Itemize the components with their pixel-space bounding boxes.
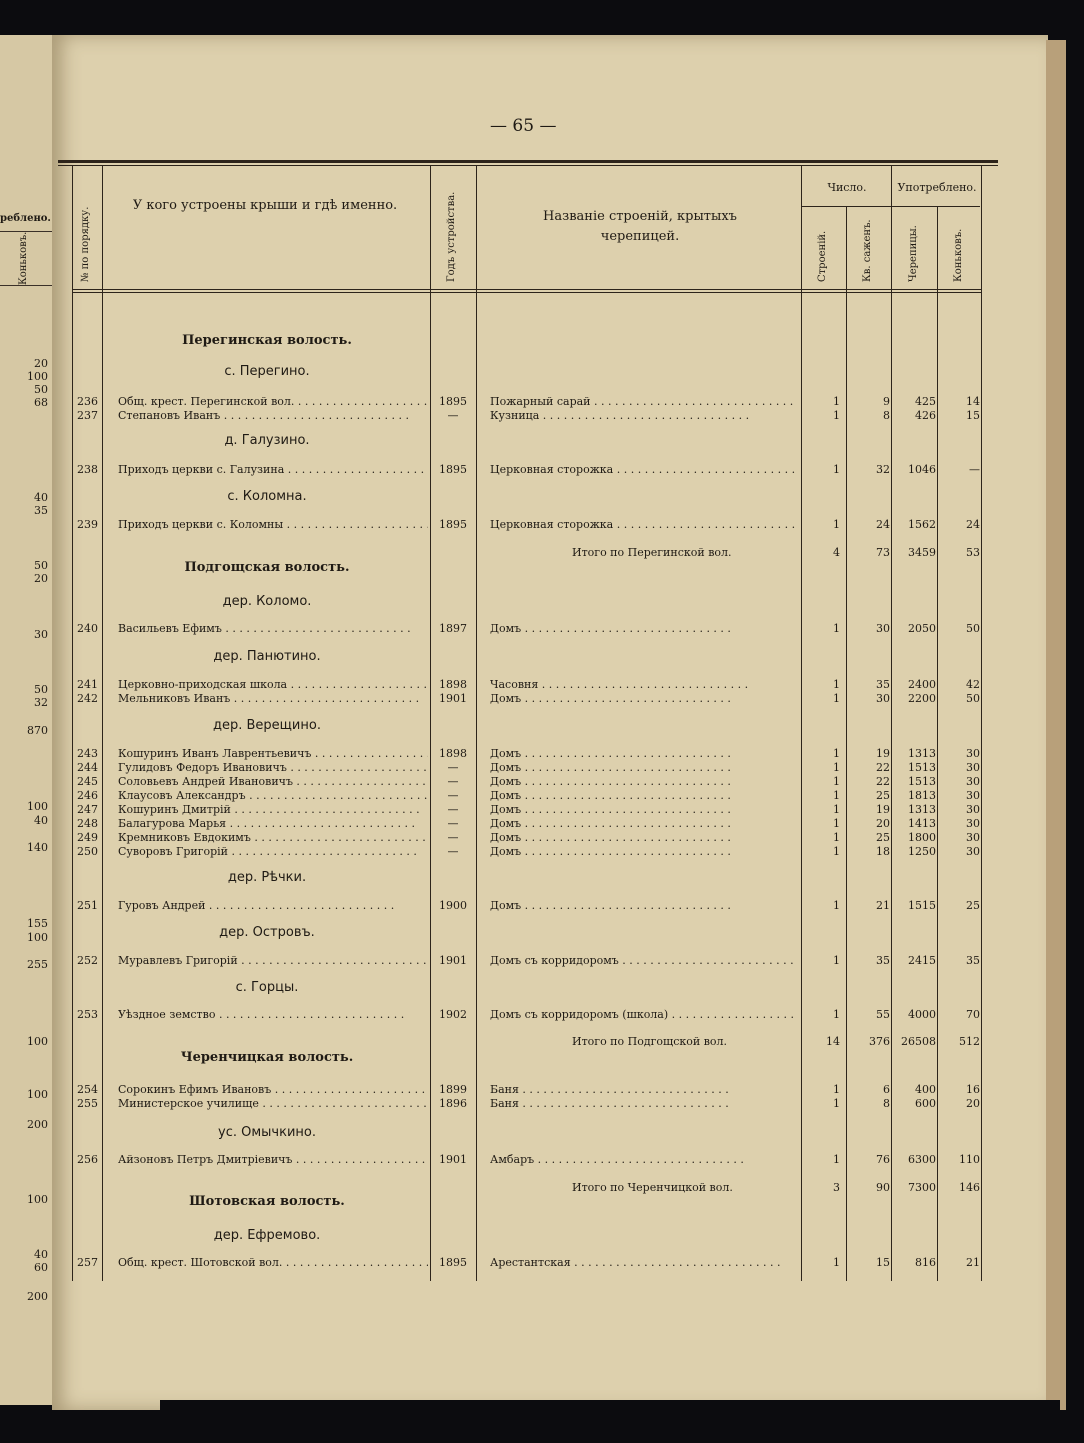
total-buildings: 3: [833, 1181, 840, 1194]
top-rule: [58, 160, 998, 163]
cell-tiles: 425: [915, 395, 936, 408]
cell-owner: Кошуринъ Иванъ Лаврентьевичъ . . .: [118, 747, 428, 761]
cell-tiles: 6300: [908, 1153, 936, 1166]
cell-no: 244: [77, 761, 98, 774]
col-divider: [476, 166, 477, 1281]
cell-building: Амбаръ . . .: [490, 1153, 795, 1167]
cell-ridges: —: [969, 463, 980, 476]
left-page-header: реблено.: [0, 213, 51, 224]
cell-sq: 18: [876, 845, 890, 858]
cell-sq: 19: [876, 803, 890, 816]
cell-ridges: 30: [966, 803, 980, 816]
page-edge: [1046, 40, 1066, 1410]
cell-building: Домъ . . .: [490, 899, 795, 913]
cell-no: 239: [77, 518, 98, 531]
col-divider: [72, 166, 73, 1281]
cell-year: —: [447, 409, 459, 422]
place-heading: дер. Верещино.: [213, 718, 321, 733]
header-col-owner: У кого устроены крыши и гдѣ именно.: [132, 198, 398, 213]
left-page-rule: [0, 285, 52, 286]
left-page-number: 40: [34, 491, 48, 504]
cell-owner: Муравлевъ Григорій . . .: [118, 954, 428, 968]
total-ridges: 53: [966, 546, 980, 559]
table-row: [72, 1083, 982, 1097]
section-heading: Черенчицкая волость.: [180, 1050, 354, 1065]
place-heading: дер. Островъ.: [219, 925, 315, 940]
cell-ridges: 20: [966, 1097, 980, 1110]
cell-ridges: 35: [966, 954, 980, 967]
header-col-sq: Кв. саженъ.: [862, 219, 873, 282]
cell-year: 1895: [439, 395, 467, 408]
cell-no: 241: [77, 678, 98, 691]
cell-tiles: 426: [915, 409, 936, 422]
cell-tiles: 400: [915, 1083, 936, 1096]
cell-ridges: 30: [966, 761, 980, 774]
total-buildings: 14: [826, 1035, 840, 1048]
cell-building: Домъ . . .: [490, 747, 795, 761]
cell-buildings: 1: [833, 409, 840, 422]
cell-no: 237: [77, 409, 98, 422]
total-sq: 376: [869, 1035, 890, 1048]
cell-sq: 22: [876, 775, 890, 788]
cell-no: 248: [77, 817, 98, 830]
cell-no: 250: [77, 845, 98, 858]
left-page-number: 50: [34, 383, 48, 396]
col-divider: [102, 166, 103, 1281]
cell-ridges: 110: [959, 1153, 980, 1166]
cell-tiles: 2200: [908, 692, 936, 705]
cell-owner: Айзоновъ Петръ Дмитріевичъ . . .: [118, 1153, 428, 1167]
cell-building: Кузница . . .: [490, 409, 795, 423]
left-page-number: 100: [27, 800, 48, 813]
left-page-number: 40: [34, 814, 48, 827]
cell-owner: Мельниковъ Иванъ . . .: [118, 692, 428, 706]
cell-ridges: 30: [966, 775, 980, 788]
cell-tiles: 1515: [908, 899, 936, 912]
cell-year: —: [447, 789, 459, 802]
cell-ridges: 16: [966, 1083, 980, 1096]
background: [160, 1400, 1060, 1443]
cell-building: Домъ . . .: [490, 761, 795, 775]
table-row: [72, 395, 982, 409]
cell-building: Домъ . . .: [490, 775, 795, 789]
cell-year: 1901: [439, 1153, 467, 1166]
total-ridges: 146: [959, 1181, 980, 1194]
cell-owner: Соловьевъ Андрей Ивановичъ . . .: [118, 775, 428, 789]
left-page-number: 200: [27, 1290, 48, 1303]
cell-sq: 76: [876, 1153, 890, 1166]
cell-year: 1897: [439, 622, 467, 635]
left-page-number: 20: [34, 357, 48, 370]
cell-no: 243: [77, 747, 98, 760]
left-page-number: 100: [27, 1193, 48, 1206]
cell-owner: Церковно-приходская школа . . .: [118, 678, 428, 692]
table-row: [72, 845, 982, 859]
left-page-number: 100: [27, 1088, 48, 1101]
section-heading: Шотовская волость.: [189, 1194, 345, 1209]
place-heading: ус. Омычкино.: [218, 1125, 316, 1140]
table-row: [72, 747, 982, 761]
cell-ridges: 21: [966, 1256, 980, 1269]
table-row: [72, 463, 982, 477]
cell-owner: Общ. крест. Шотовской вол. . . .: [118, 1256, 428, 1270]
cell-year: 1895: [439, 1256, 467, 1269]
left-page-number: 30: [34, 628, 48, 641]
cell-tiles: 1800: [908, 831, 936, 844]
total-label: Итого по Подгощской вол.: [572, 1035, 728, 1048]
cell-tiles: 4000: [908, 1008, 936, 1021]
cell-buildings: 1: [833, 845, 840, 858]
left-page-number: 35: [34, 504, 48, 517]
cell-no: 256: [77, 1153, 98, 1166]
left-page-number: 155: [27, 917, 48, 930]
cell-year: 1901: [439, 954, 467, 967]
cell-sq: 35: [876, 678, 890, 691]
cell-building: Домъ съ корридоромъ (школа) . . .: [490, 1008, 795, 1022]
col-divider: [846, 206, 847, 1281]
place-heading: дер. Коломо.: [222, 594, 312, 609]
section-heading: Подгощская волость.: [184, 560, 350, 575]
cell-sq: 22: [876, 761, 890, 774]
left-page-subheader: Коньковъ.: [18, 231, 29, 285]
total-tiles: 26508: [901, 1035, 936, 1048]
cell-building: Церковная сторожка . . .: [490, 463, 795, 477]
cell-tiles: 1250: [908, 845, 936, 858]
total-row: [72, 1181, 982, 1195]
cell-sq: 24: [876, 518, 890, 531]
cell-buildings: 1: [833, 789, 840, 802]
cell-ridges: 30: [966, 831, 980, 844]
cell-buildings: 1: [833, 1153, 840, 1166]
left-page-number: 68: [34, 396, 48, 409]
cell-owner: Кошуринъ Дмитрій . . .: [118, 803, 428, 817]
header-col-ridges: Коньковъ.: [953, 228, 964, 282]
cell-owner: Уѣздное земство . . .: [118, 1008, 428, 1022]
col-divider: [801, 166, 802, 1281]
cell-no: 246: [77, 789, 98, 802]
cell-owner: Балагурова Марья . . .: [118, 817, 428, 831]
place-heading: д. Галузино.: [224, 433, 310, 448]
table-row: [72, 954, 982, 968]
left-page-number: 255: [27, 958, 48, 971]
total-label: Итого по Перегинской вол.: [572, 546, 732, 559]
cell-owner: Приходъ церкви с. Галузина . . .: [118, 463, 428, 477]
cell-no: 245: [77, 775, 98, 788]
cell-buildings: 1: [833, 1008, 840, 1021]
cell-owner: Васильевъ Ефимъ . . .: [118, 622, 428, 636]
cell-ridges: 42: [966, 678, 980, 691]
cell-year: —: [447, 817, 459, 830]
cell-owner: Общ. крест. Перегинской вол. . . .: [118, 395, 428, 409]
cell-buildings: 1: [833, 831, 840, 844]
cell-building: Арестантская . . .: [490, 1256, 795, 1270]
cell-no: 253: [77, 1008, 98, 1021]
cell-ridges: 50: [966, 622, 980, 635]
cell-owner: Гуровъ Андрей . . .: [118, 899, 428, 913]
left-page-number: 40: [34, 1248, 48, 1261]
table-row: [72, 789, 982, 803]
cell-buildings: 1: [833, 395, 840, 408]
cell-ridges: 30: [966, 789, 980, 802]
header-col-buildings: Строеній.: [817, 230, 828, 282]
cell-no: 242: [77, 692, 98, 705]
left-page-number: 100: [27, 370, 48, 383]
table-row: [72, 622, 982, 636]
cell-sq: 8: [883, 409, 890, 422]
cell-tiles: 1513: [908, 775, 936, 788]
cell-building: Пожарный сарай . . .: [490, 395, 795, 409]
cell-ridges: 30: [966, 845, 980, 858]
cell-buildings: 1: [833, 761, 840, 774]
col-divider: [981, 166, 982, 1281]
cell-building: Баня . . .: [490, 1097, 795, 1111]
cell-tiles: 1562: [908, 518, 936, 531]
table-row: [72, 817, 982, 831]
left-page-number: 200: [27, 1118, 48, 1131]
cell-building: Церковная сторожка . . .: [490, 518, 795, 532]
cell-sq: 6: [883, 1083, 890, 1096]
cell-buildings: 1: [833, 899, 840, 912]
table-row: [72, 775, 982, 789]
cell-year: —: [447, 845, 459, 858]
cell-tiles: 1813: [908, 789, 936, 802]
left-page-number: 50: [34, 683, 48, 696]
cell-buildings: 1: [833, 1097, 840, 1110]
cell-sq: 20: [876, 817, 890, 830]
cell-year: 1895: [439, 463, 467, 476]
place-heading: дер. Ефремово.: [213, 1228, 321, 1243]
cell-sq: 55: [876, 1008, 890, 1021]
cell-sq: 21: [876, 899, 890, 912]
cell-tiles: 816: [915, 1256, 936, 1269]
cell-no: 240: [77, 622, 98, 635]
cell-buildings: 1: [833, 803, 840, 816]
cell-ridges: 30: [966, 817, 980, 830]
cell-buildings: 1: [833, 1256, 840, 1269]
total-ridges: 512: [959, 1035, 980, 1048]
cell-sq: 19: [876, 747, 890, 760]
cell-owner: Клаусовъ Александръ . . .: [118, 789, 428, 803]
place-heading: дер. Панютино.: [213, 649, 321, 664]
header-col-year: Годъ устройства.: [446, 191, 457, 282]
left-page-number: 100: [27, 931, 48, 944]
cell-tiles: 2400: [908, 678, 936, 691]
cell-year: 1898: [439, 747, 467, 760]
cell-year: —: [447, 803, 459, 816]
col-divider: [430, 166, 431, 1281]
total-tiles: 3459: [908, 546, 936, 559]
table-row: [72, 899, 982, 913]
cell-sq: 35: [876, 954, 890, 967]
cell-ridges: 25: [966, 899, 980, 912]
cell-year: 1896: [439, 1097, 467, 1110]
cell-owner: Степановъ Иванъ . . .: [118, 409, 428, 423]
cell-sq: 8: [883, 1097, 890, 1110]
table-row: [72, 831, 982, 845]
table-row: [72, 1008, 982, 1022]
header-col-tiles: Черепицы.: [908, 225, 919, 282]
left-page-number: 140: [27, 841, 48, 854]
table-row: [72, 1097, 982, 1111]
total-row: [72, 1035, 982, 1049]
table-row: [72, 761, 982, 775]
cell-buildings: 1: [833, 1083, 840, 1096]
table-row: [72, 518, 982, 532]
cell-owner: Гулидовъ Федоръ Ивановичъ . . .: [118, 761, 428, 775]
left-page-number: 20: [34, 572, 48, 585]
cell-tiles: 1413: [908, 817, 936, 830]
cell-building: Домъ . . .: [490, 789, 795, 803]
cell-building: Домъ съ корридоромъ . . .: [490, 954, 795, 968]
cell-no: 247: [77, 803, 98, 816]
total-sq: 90: [876, 1181, 890, 1194]
header-col-no: № по порядку.: [80, 206, 91, 282]
cell-sq: 25: [876, 831, 890, 844]
cell-building: Домъ . . .: [490, 817, 795, 831]
cell-building: Домъ . . .: [490, 622, 795, 636]
cell-year: 1901: [439, 692, 467, 705]
cell-building: Домъ . . .: [490, 831, 795, 845]
cell-buildings: 1: [833, 954, 840, 967]
col-divider: [891, 166, 892, 1281]
header-group-used: Употреблено.: [897, 181, 977, 194]
cell-owner: Приходъ церкви с. Коломны . . .: [118, 518, 428, 532]
left-page-number: 870: [27, 724, 48, 737]
cell-ridges: 30: [966, 747, 980, 760]
cell-year: 1898: [439, 678, 467, 691]
cell-building: Домъ . . .: [490, 692, 795, 706]
total-sq: 73: [876, 546, 890, 559]
cell-year: 1900: [439, 899, 467, 912]
cell-sq: 32: [876, 463, 890, 476]
left-page-number: 100: [27, 1035, 48, 1048]
cell-building: Домъ . . .: [490, 845, 795, 859]
cell-year: 1902: [439, 1008, 467, 1021]
table-row: [72, 803, 982, 817]
cell-year: —: [447, 775, 459, 788]
cell-buildings: 1: [833, 622, 840, 635]
total-tiles: 7300: [908, 1181, 936, 1194]
cell-no: 251: [77, 899, 98, 912]
cell-buildings: 1: [833, 692, 840, 705]
left-page: [0, 35, 58, 1405]
left-page-number: 32: [34, 696, 48, 709]
cell-buildings: 1: [833, 678, 840, 691]
cell-year: —: [447, 761, 459, 774]
cell-buildings: 1: [833, 463, 840, 476]
cell-sq: 30: [876, 622, 890, 635]
place-heading: с. Коломна.: [227, 489, 307, 504]
cell-sq: 25: [876, 789, 890, 802]
place-heading: с. Горцы.: [235, 980, 299, 995]
cell-no: 257: [77, 1256, 98, 1269]
header-group-count: Число.: [827, 181, 867, 194]
cell-owner: Кремниковъ Евдокимъ . . .: [118, 831, 428, 845]
header-col-building: Названіе строеній, крытыхъ черепицей.: [543, 209, 737, 244]
left-page-number: 60: [34, 1261, 48, 1274]
cell-buildings: 1: [833, 817, 840, 830]
cell-tiles: 1046: [908, 463, 936, 476]
cell-ridges: 24: [966, 518, 980, 531]
total-buildings: 4: [833, 546, 840, 559]
cell-year: 1899: [439, 1083, 467, 1096]
cell-tiles: 600: [915, 1097, 936, 1110]
cell-buildings: 1: [833, 747, 840, 760]
cell-sq: 30: [876, 692, 890, 705]
col-divider: [937, 206, 938, 1281]
table-row: [72, 1153, 982, 1167]
cell-tiles: 2050: [908, 622, 936, 635]
cell-building: Часовня . . .: [490, 678, 795, 692]
table-row: [72, 409, 982, 423]
cell-ridges: 15: [966, 409, 980, 422]
place-heading: дер. Рѣчки.: [227, 870, 307, 885]
top-rule-thin: [58, 165, 998, 166]
place-heading: с. Перегино.: [224, 364, 310, 379]
cell-tiles: 1313: [908, 803, 936, 816]
cell-owner: Суворовъ Григорій . . .: [118, 845, 428, 859]
cell-no: 236: [77, 395, 98, 408]
cell-sq: 9: [883, 395, 890, 408]
cell-year: 1895: [439, 518, 467, 531]
cell-ridges: 50: [966, 692, 980, 705]
table-row: [72, 678, 982, 692]
cell-sq: 15: [876, 1256, 890, 1269]
cell-ridges: 14: [966, 395, 980, 408]
cell-buildings: 1: [833, 775, 840, 788]
cell-no: 238: [77, 463, 98, 476]
cell-no: 254: [77, 1083, 98, 1096]
table-row: [72, 1256, 982, 1270]
cell-tiles: 2415: [908, 954, 936, 967]
section-heading: Перегинская волость.: [182, 333, 352, 348]
cell-no: 255: [77, 1097, 98, 1110]
cell-year: —: [447, 831, 459, 844]
left-page-number: 50: [34, 559, 48, 572]
cell-owner: Сорокинъ Ефимъ Ивановъ . . .: [118, 1083, 428, 1097]
cell-buildings: 1: [833, 518, 840, 531]
cell-no: 252: [77, 954, 98, 967]
cell-building: Баня . . .: [490, 1083, 795, 1097]
total-row: [72, 546, 982, 560]
cell-owner: Министерское училище . . .: [118, 1097, 428, 1111]
cell-building: Домъ . . .: [490, 803, 795, 817]
cell-tiles: 1313: [908, 747, 936, 760]
table-row: [72, 692, 982, 706]
total-label: Итого по Черенчицкой вол.: [572, 1181, 733, 1194]
page-number: — 65 —: [490, 116, 557, 136]
cell-no: 249: [77, 831, 98, 844]
cell-tiles: 1513: [908, 761, 936, 774]
cell-ridges: 70: [966, 1008, 980, 1021]
